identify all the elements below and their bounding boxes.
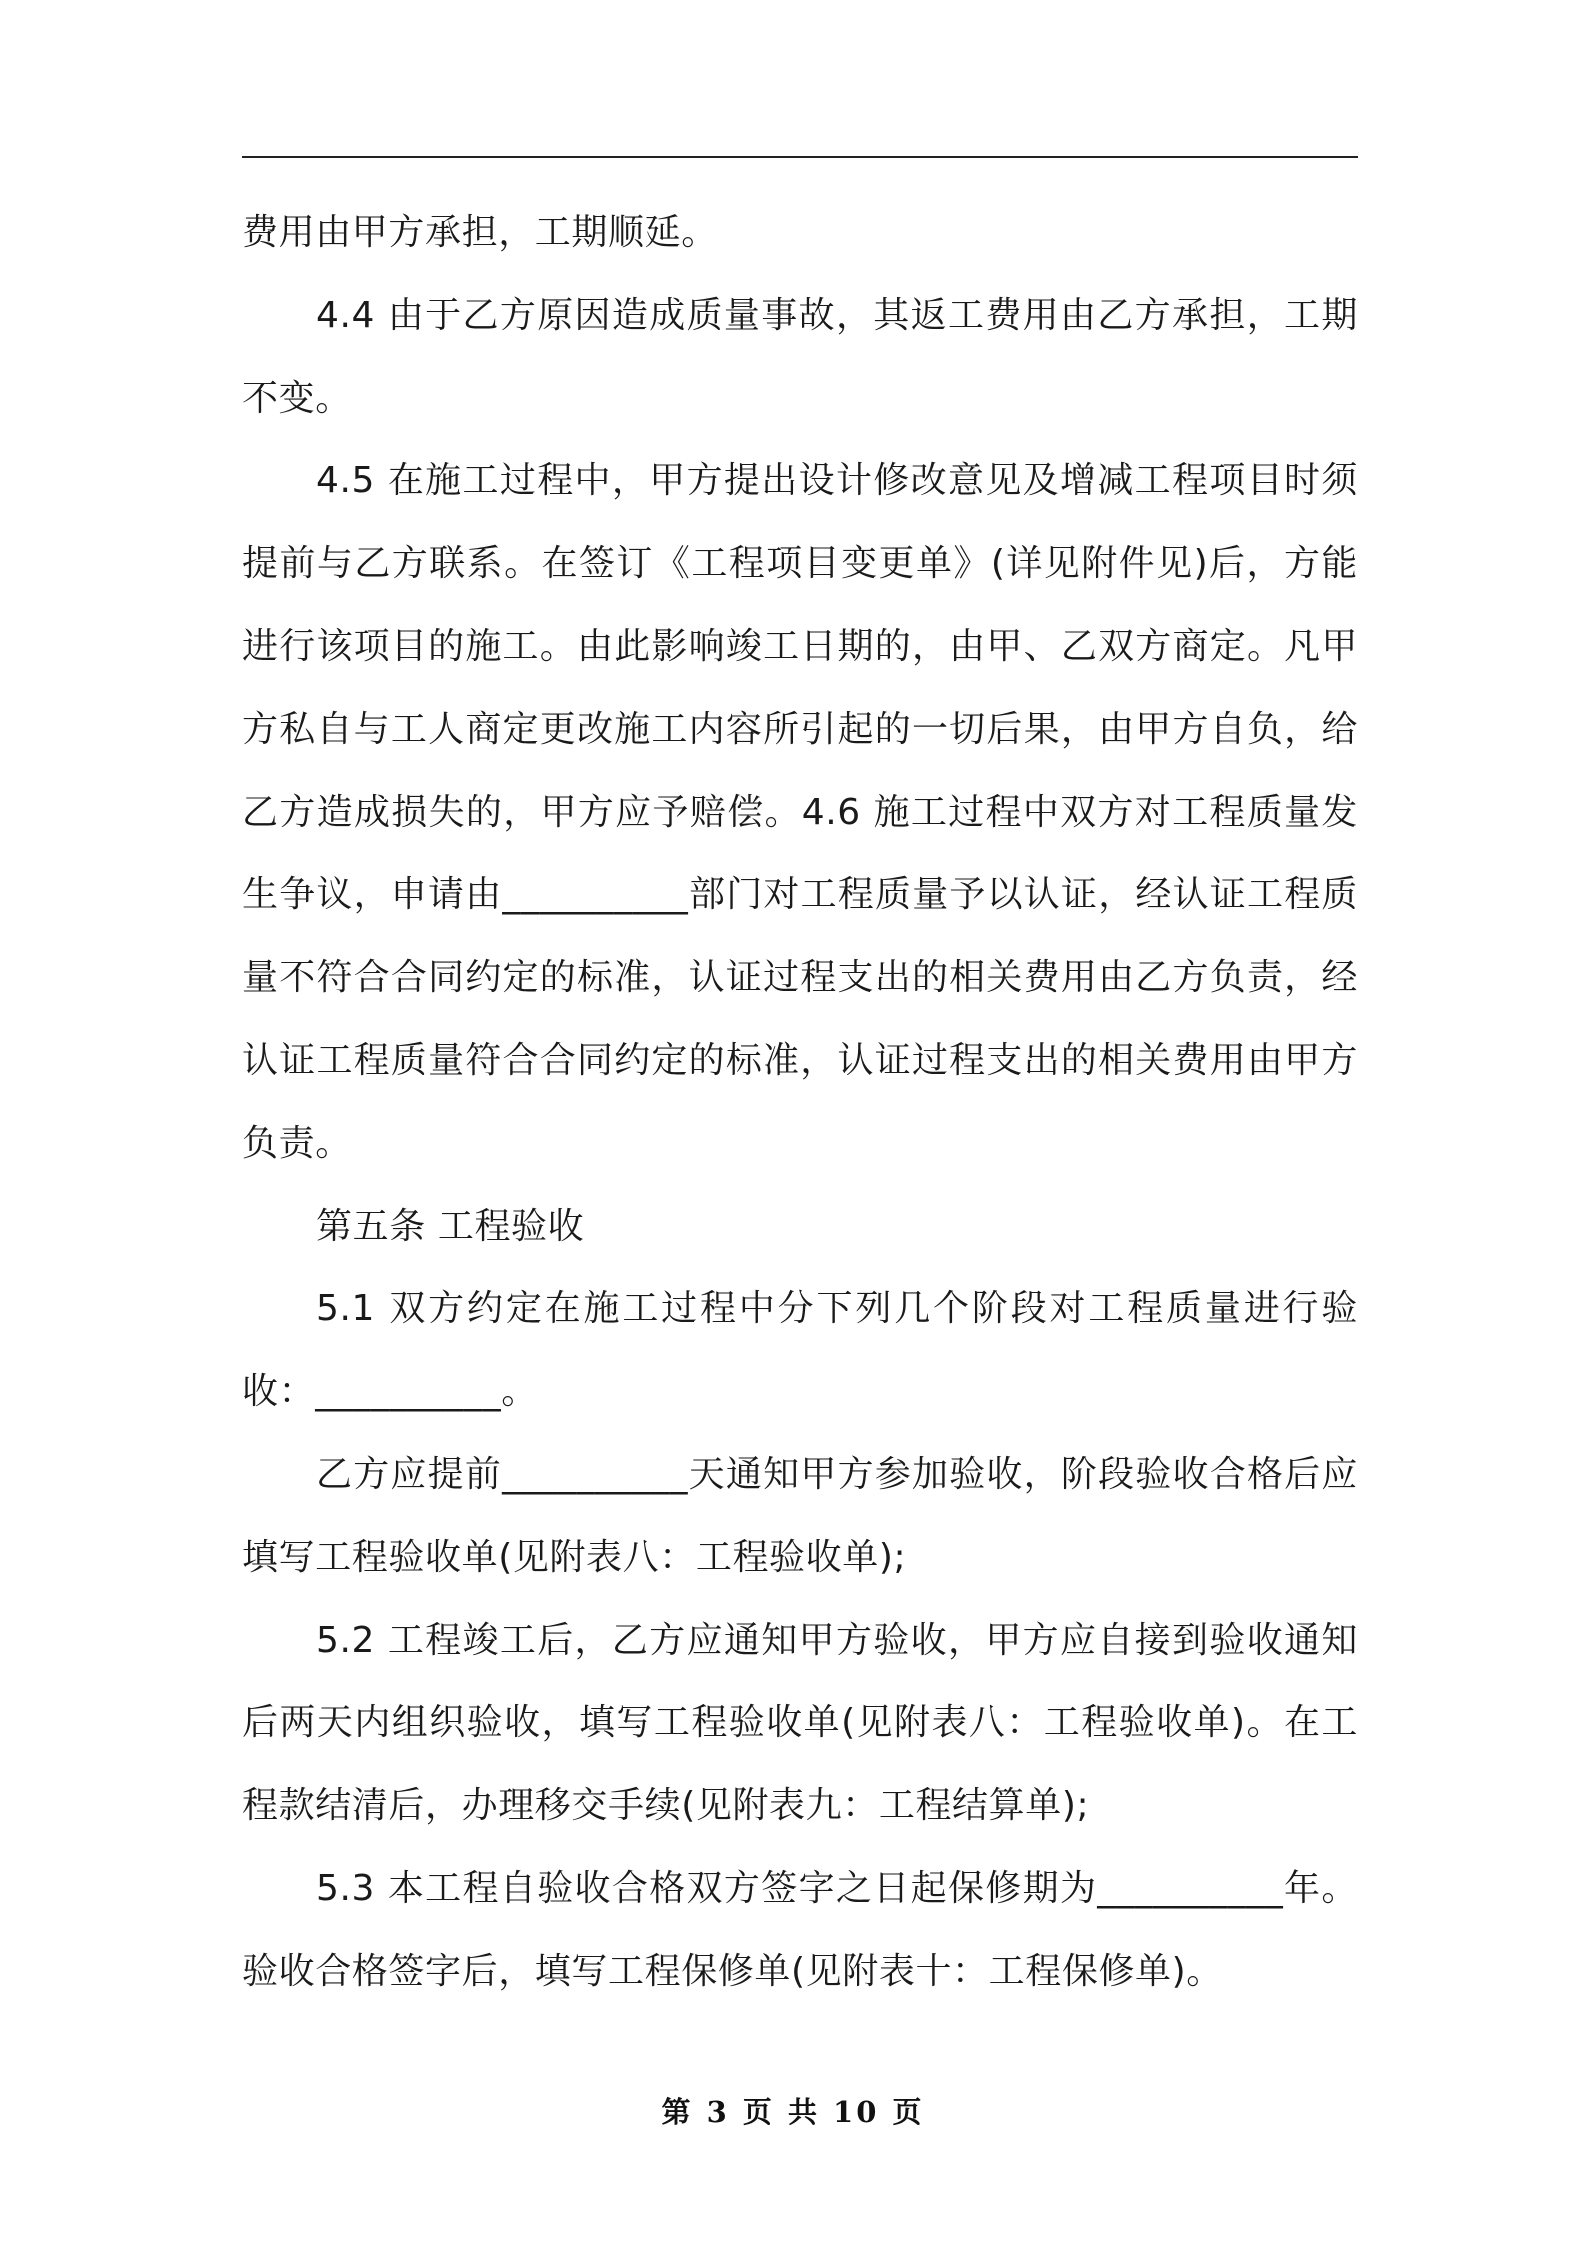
clause-5-1: 5.1 双方约定在施工过程中分下列几个阶段对工程质量进行验收：__________。 [242,1288,1358,1413]
clause-4-4: 4.4 由于乙方原因造成质量事故，其返工费用由乙方承担，工期不变。 [242,294,1358,419]
clause-4-5: 4.5 在施工过程中，甲方提出设计修改意见及增减工程项目时须提前与乙方联系。在签订《工程项目变更单》(详见附件见)后，方能进行该项目的施工。由此影响竣工日期的，由甲、乙双方商定。凡甲方私自与工人商定更改施工内容所引起的一切后果，由甲方自负，给乙方造成损失的，甲方应予赔偿。4.6 施工过程中双方对工程质量发生争议，申请由__________部门对工程质量予以认证，经认证工程质量不符合合同约定的标准，认证过程支出的相关费用由乙方负责，经认证工程质量符合合同约定的标准，认证过程支出的相关费用由甲方负责。 [242,460,1358,1164]
paragraph-continuation: 费用由甲方承担，工期顺延。 [242,212,718,253]
body-text [242,192,1358,2014]
clause-5-2: 5.2 工程竣工后，乙方应通知甲方验收，甲方应自接到验收通知后两天内组织验收，填写工程验收单(见附表八：工程验收单)。在工程款结清后，办理移交手续(见附表九：工程结算单); [242,1619,1358,1827]
clause-5-1-notice: 乙方应提前__________天通知甲方参加验收，阶段验收合格后应填写工程验收单(见附表八：工程验收单); [242,1453,1358,1578]
page-number: 第 3 页 共 10 页 [661,2095,925,2129]
header-rule [242,156,1358,158]
clause-5-3: 5.3 本工程自验收合格双方签字之日起保修期为__________年。验收合格签字后，填写工程保修单(见附表十：工程保修单)。 [242,1867,1358,1992]
article-5-heading: 第五条 工程验收 [316,1205,585,1247]
